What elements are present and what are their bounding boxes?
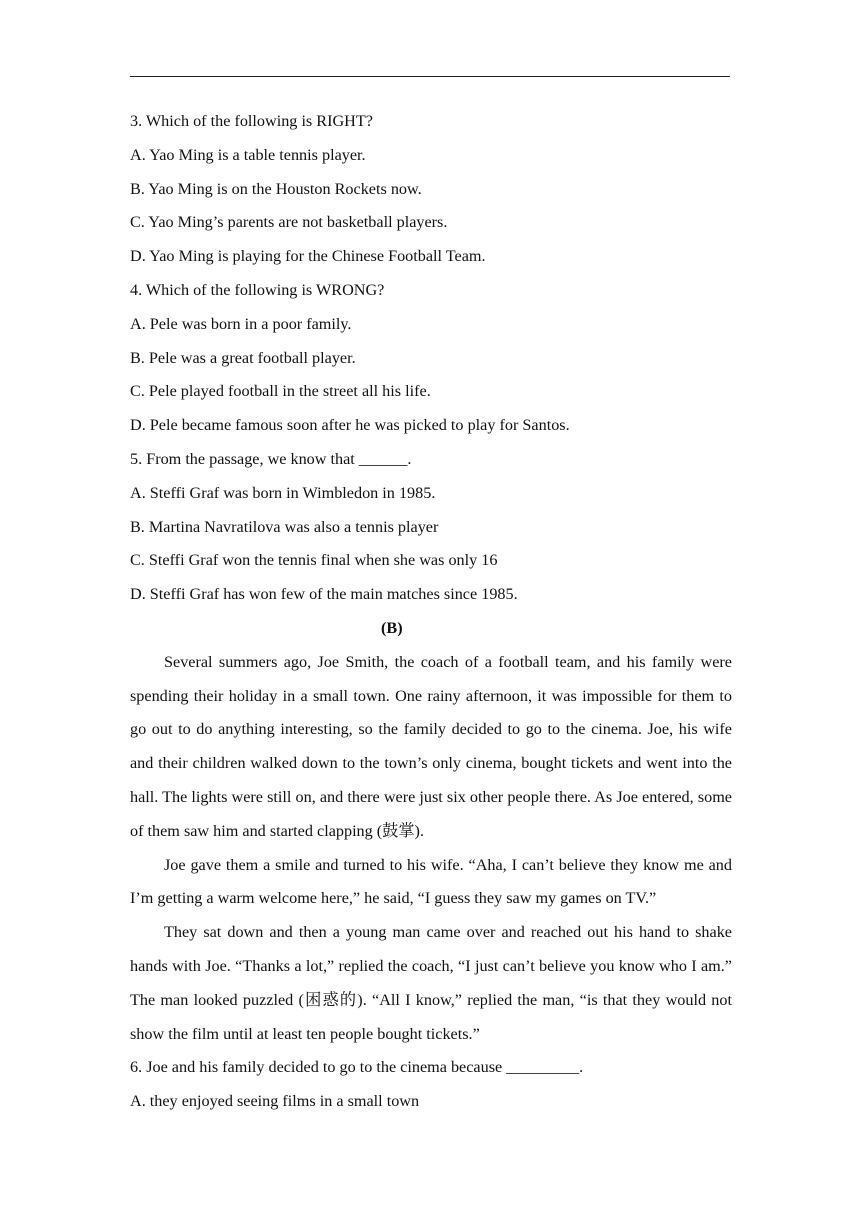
passage-paragraph-1: Several summers ago, Joe Smith, the coach of a football team, and his family were spending their holiday in a small town. One rainy afternoon, it was impossible for them to go out to do anything interesting, so the family decided to go to the cinema. Joe, his wife and their children walked down to the town’s only cinema, bought tickets and went into the hall. The lights were still on, and there were just six other people there. As Joe entered, some of them saw him and started clapping (鼓掌). xyxy=(130,652,732,840)
question-3: 3. Which of the following is RIGHT? xyxy=(130,112,373,130)
option-4c: C. Pele played football in the street all his life. xyxy=(130,382,431,401)
passage-paragraph-2: Joe gave them a smile and turned to his wife. “Aha, I can’t believe they know me and I’m getting a warm welcome here,” he said, “I guess they saw my games on TV.” xyxy=(130,855,732,908)
option-4a: A. Pele was born in a poor family. xyxy=(130,314,352,333)
option-5c: C. Steffi Graf won the tennis final when she was only 16 xyxy=(130,551,498,570)
option-4b: B. Pele was a great football player. xyxy=(130,348,356,367)
section-b-title: (B) xyxy=(381,618,403,637)
option-3b: B. Yao Ming is on the Houston Rockets now. xyxy=(130,179,422,198)
option-4d: D. Pele became famous soon after he was picked to play for Santos. xyxy=(130,416,570,435)
option-5d: D. Steffi Graf has won few of the main matches since 1985. xyxy=(130,585,518,604)
option-6a: A. they enjoyed seeing films in a small town xyxy=(130,1092,420,1111)
option-3d: D. Yao Ming is playing for the Chinese Football Team. xyxy=(130,247,486,266)
option-5b: B. Martina Navratilova was also a tennis player xyxy=(130,517,439,536)
option-3c: C. Yao Ming’s parents are not basketball players. xyxy=(130,213,448,232)
header-rule xyxy=(130,76,730,77)
question-6: 6. Joe and his family decided to go to the cinema because _________. xyxy=(130,1058,584,1077)
worksheet-content xyxy=(130,105,732,1119)
question-4: 4. Which of the following is WRONG? xyxy=(130,280,385,299)
passage-paragraph-3: They sat down and then a young man came over and reached out his hand to shake hands with Joe. “Thanks a lot,” replied the coach, “I just can’t believe you know who I am.” The man looked puzzled (困惑的). “All I know,” replied the man, “is that they would not show the film until at least ten people bought tickets.” xyxy=(130,923,732,1043)
option-3a: A. Yao Ming is a table tennis player. xyxy=(130,145,366,164)
option-5a: A. Steffi Graf was born in Wimbledon in 1985. xyxy=(130,483,436,502)
question-5: 5. From the passage, we know that ______. xyxy=(130,449,412,468)
